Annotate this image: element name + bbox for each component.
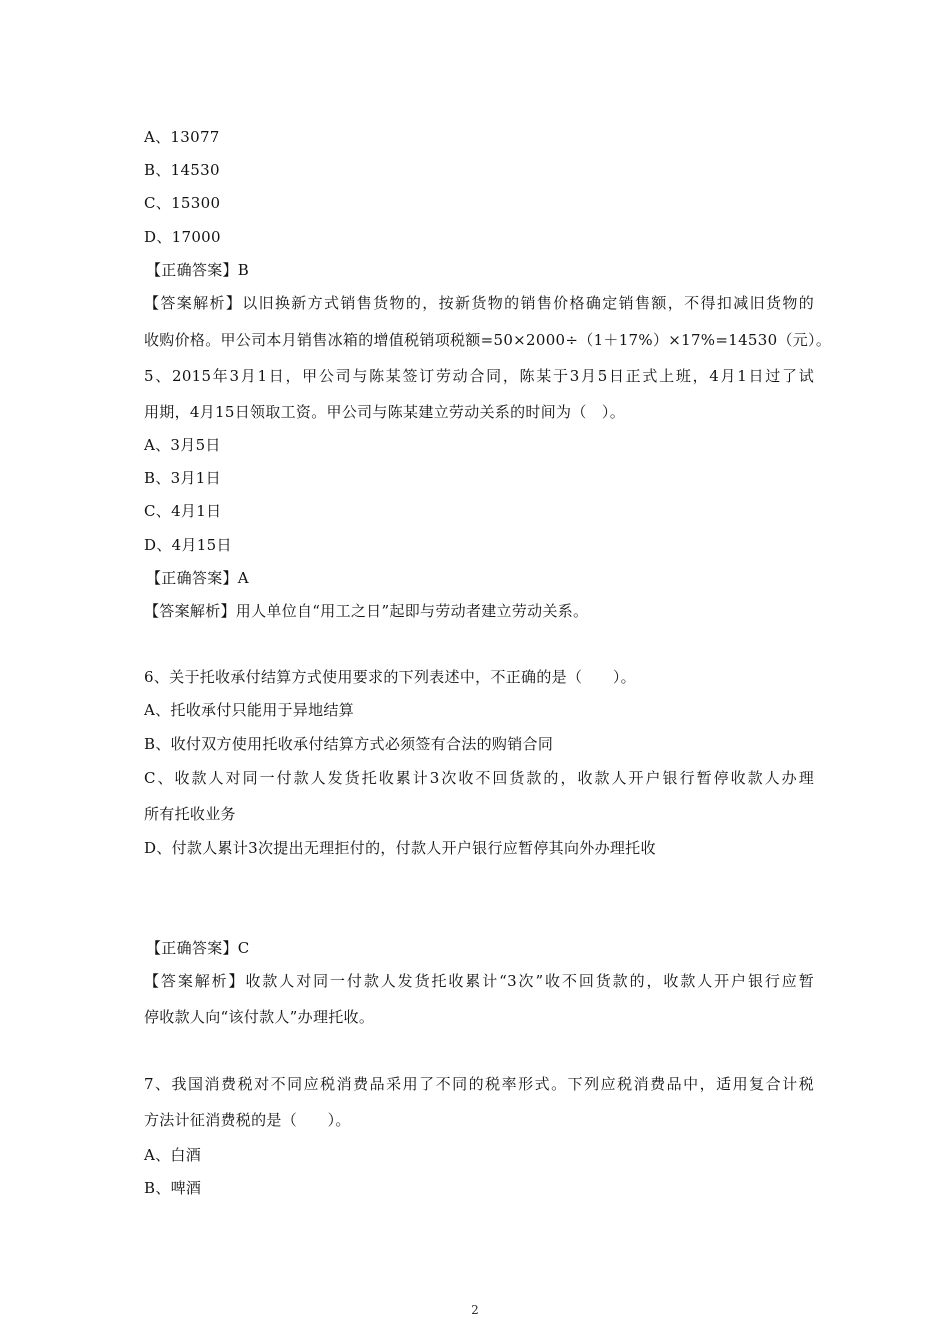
q4-analysis-line-1: 【答案解析】以旧换新方式销售货物的，按新货物的销售价格确定销售额，不得扣减旧货物的 (144, 294, 814, 312)
page-number: 2 (471, 1303, 479, 1317)
q5-option-b: B、3月1日 (144, 469, 221, 487)
q5-stem-line-2: 用期，4月15日领取工资。甲公司与陈某建立劳动关系的时间为（ ）。 (144, 403, 626, 421)
q6-correct-answer: 【正确答案】C (146, 939, 250, 957)
q5-correct-answer: 【正确答案】A (146, 569, 249, 587)
q6-option-c-line-2: 所有托收业务 (144, 805, 236, 823)
q6-stem: 6、关于托收承付结算方式使用要求的下列表述中，不正确的是（ ）。 (144, 668, 636, 686)
q7-option-a: A、白酒 (144, 1146, 202, 1164)
q5-stem-line-1: 5、2015年3月1日，甲公司与陈某签订劳动合同，陈某于3月5日正式上班，4月1日过了试 (144, 367, 814, 385)
q6-option-d: D、付款人累计3次提出无理拒付的，付款人开户银行应暂停其向外办理托收 (144, 839, 656, 857)
q7-stem-line-1: 7、我国消费税对不同应税消费品采用了不同的税率形式。下列应税消费品中，适用复合计税 (144, 1075, 814, 1093)
q7-stem-line-2: 方法计征消费税的是（ ）。 (144, 1111, 351, 1129)
q5-analysis: 【答案解析】用人单位自“用工之日”起即与劳动者建立劳动关系。 (144, 602, 589, 620)
q5-option-a: A、3月5日 (144, 436, 221, 454)
q7-option-b: B、啤酒 (144, 1179, 202, 1197)
q6-option-a: A、托收承付只能用于异地结算 (144, 701, 355, 719)
q4-option-d: D、17000 (144, 228, 221, 246)
q5-option-c: C、4月1日 (144, 502, 222, 520)
q4-option-b: B、14530 (144, 161, 220, 179)
q5-option-d: D、4月15日 (144, 536, 232, 554)
q6-analysis-line-1: 【答案解析】收款人对同一付款人发货托收累计“3次”收不回货款的，收款人开户银行应暂 (144, 972, 814, 990)
q4-analysis-line-2: 收购价格。甲公司本月销售冰箱的增值税销项税额=50×2000÷（1＋17%）×17%=14530（元）。 (144, 331, 832, 349)
q6-option-b: B、收付双方使用托收承付结算方式必须签有合法的购销合同 (144, 735, 554, 753)
q6-analysis-line-2: 停收款人向“该付款人”办理托收。 (144, 1008, 375, 1026)
q4-option-c: C、15300 (144, 194, 221, 212)
q4-correct-answer: 【正确答案】B (146, 261, 250, 279)
q4-option-a: A、13077 (144, 128, 220, 146)
q6-option-c-line-1: C、收款人对同一付款人发货托收累计3次收不回货款的，收款人开户银行暂停收款人办理 (144, 769, 814, 787)
